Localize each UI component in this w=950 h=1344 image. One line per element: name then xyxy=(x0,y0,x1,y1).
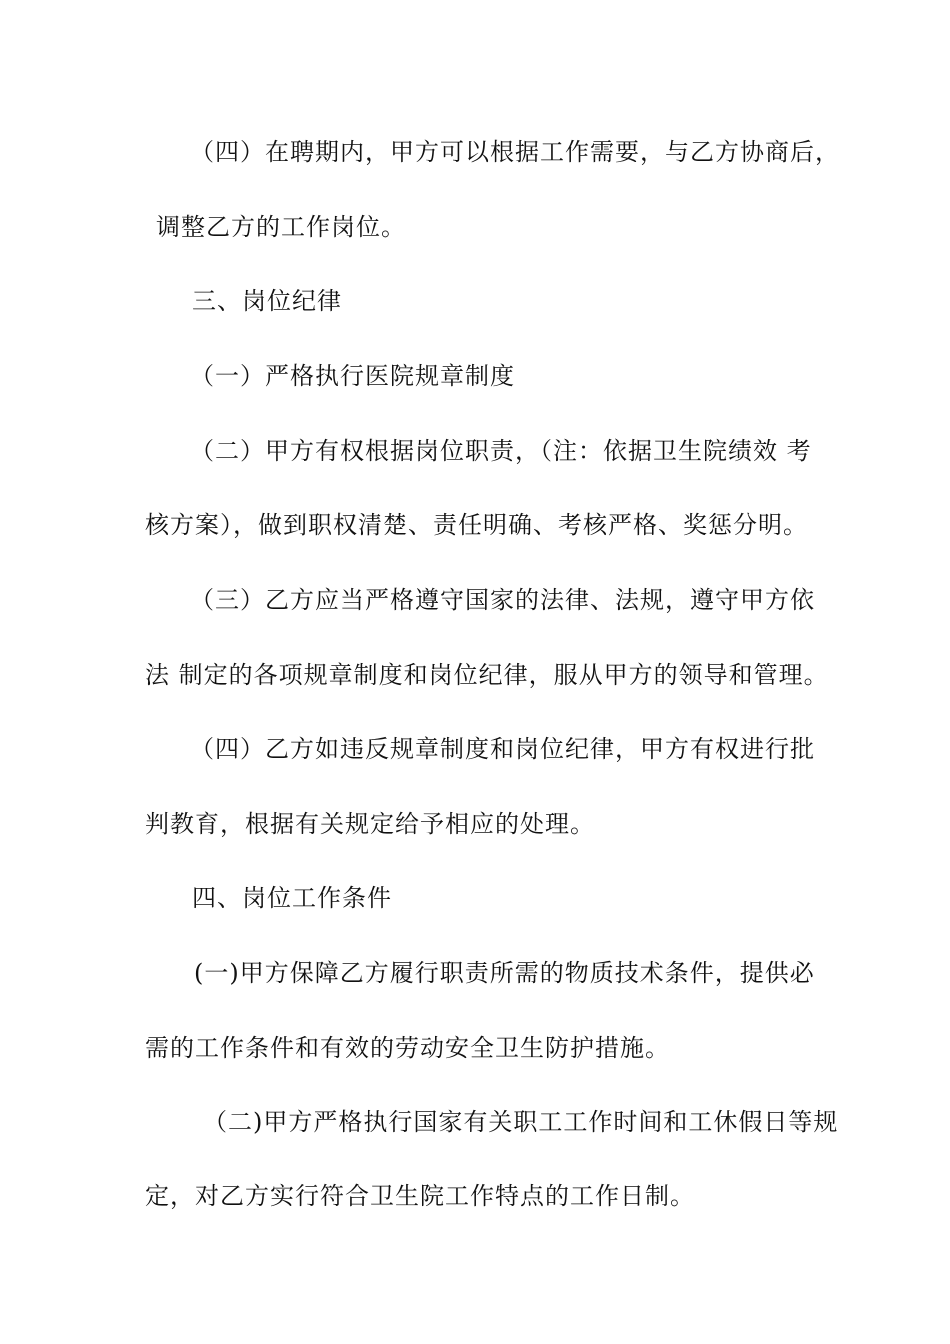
section-heading: 四、岗位工作条件 xyxy=(192,884,392,912)
paragraph-line: （三）乙方应当严格遵守国家的法律、法规，遵守甲方依 xyxy=(190,586,815,614)
paragraph-line: 调整乙方的工作岗位。 xyxy=(156,213,406,241)
paragraph-line: 定，对乙方实行符合卫生院工作特点的工作日制。 xyxy=(145,1182,695,1210)
paragraph-line: （四）乙方如违反规章制度和岗位纪律，甲方有权进行批 xyxy=(190,735,815,763)
paragraph-line: 法 制定的各项规章制度和岗位纪律，服从甲方的领导和管理。 xyxy=(145,661,829,689)
paragraph-line: （四）在聘期内，甲方可以根据工作需要，与乙方协商后， xyxy=(190,138,840,166)
paragraph-line: 判教育，根据有关规定给予相应的处理。 xyxy=(145,810,595,838)
paragraph-line: 需的工作条件和有效的劳动安全卫生防护措施。 xyxy=(145,1034,670,1062)
paragraph-line: （二）甲方有权根据岗位职责，（注：依据卫生院绩效 考 xyxy=(190,437,812,465)
paragraph-line: （二)甲方严格执行国家有关职工工作时间和工休假日等规 xyxy=(203,1108,839,1136)
paragraph-line: （一）严格执行医院规章制度 xyxy=(190,362,515,390)
paragraph-line: (一)甲方保障乙方履行职责所需的物质技术条件，提供必 xyxy=(194,959,815,987)
section-heading: 三、岗位纪律 xyxy=(192,287,342,315)
paragraph-line: 核方案），做到职权清楚、责任明确、考核严格、奖惩分明。 xyxy=(145,511,808,539)
